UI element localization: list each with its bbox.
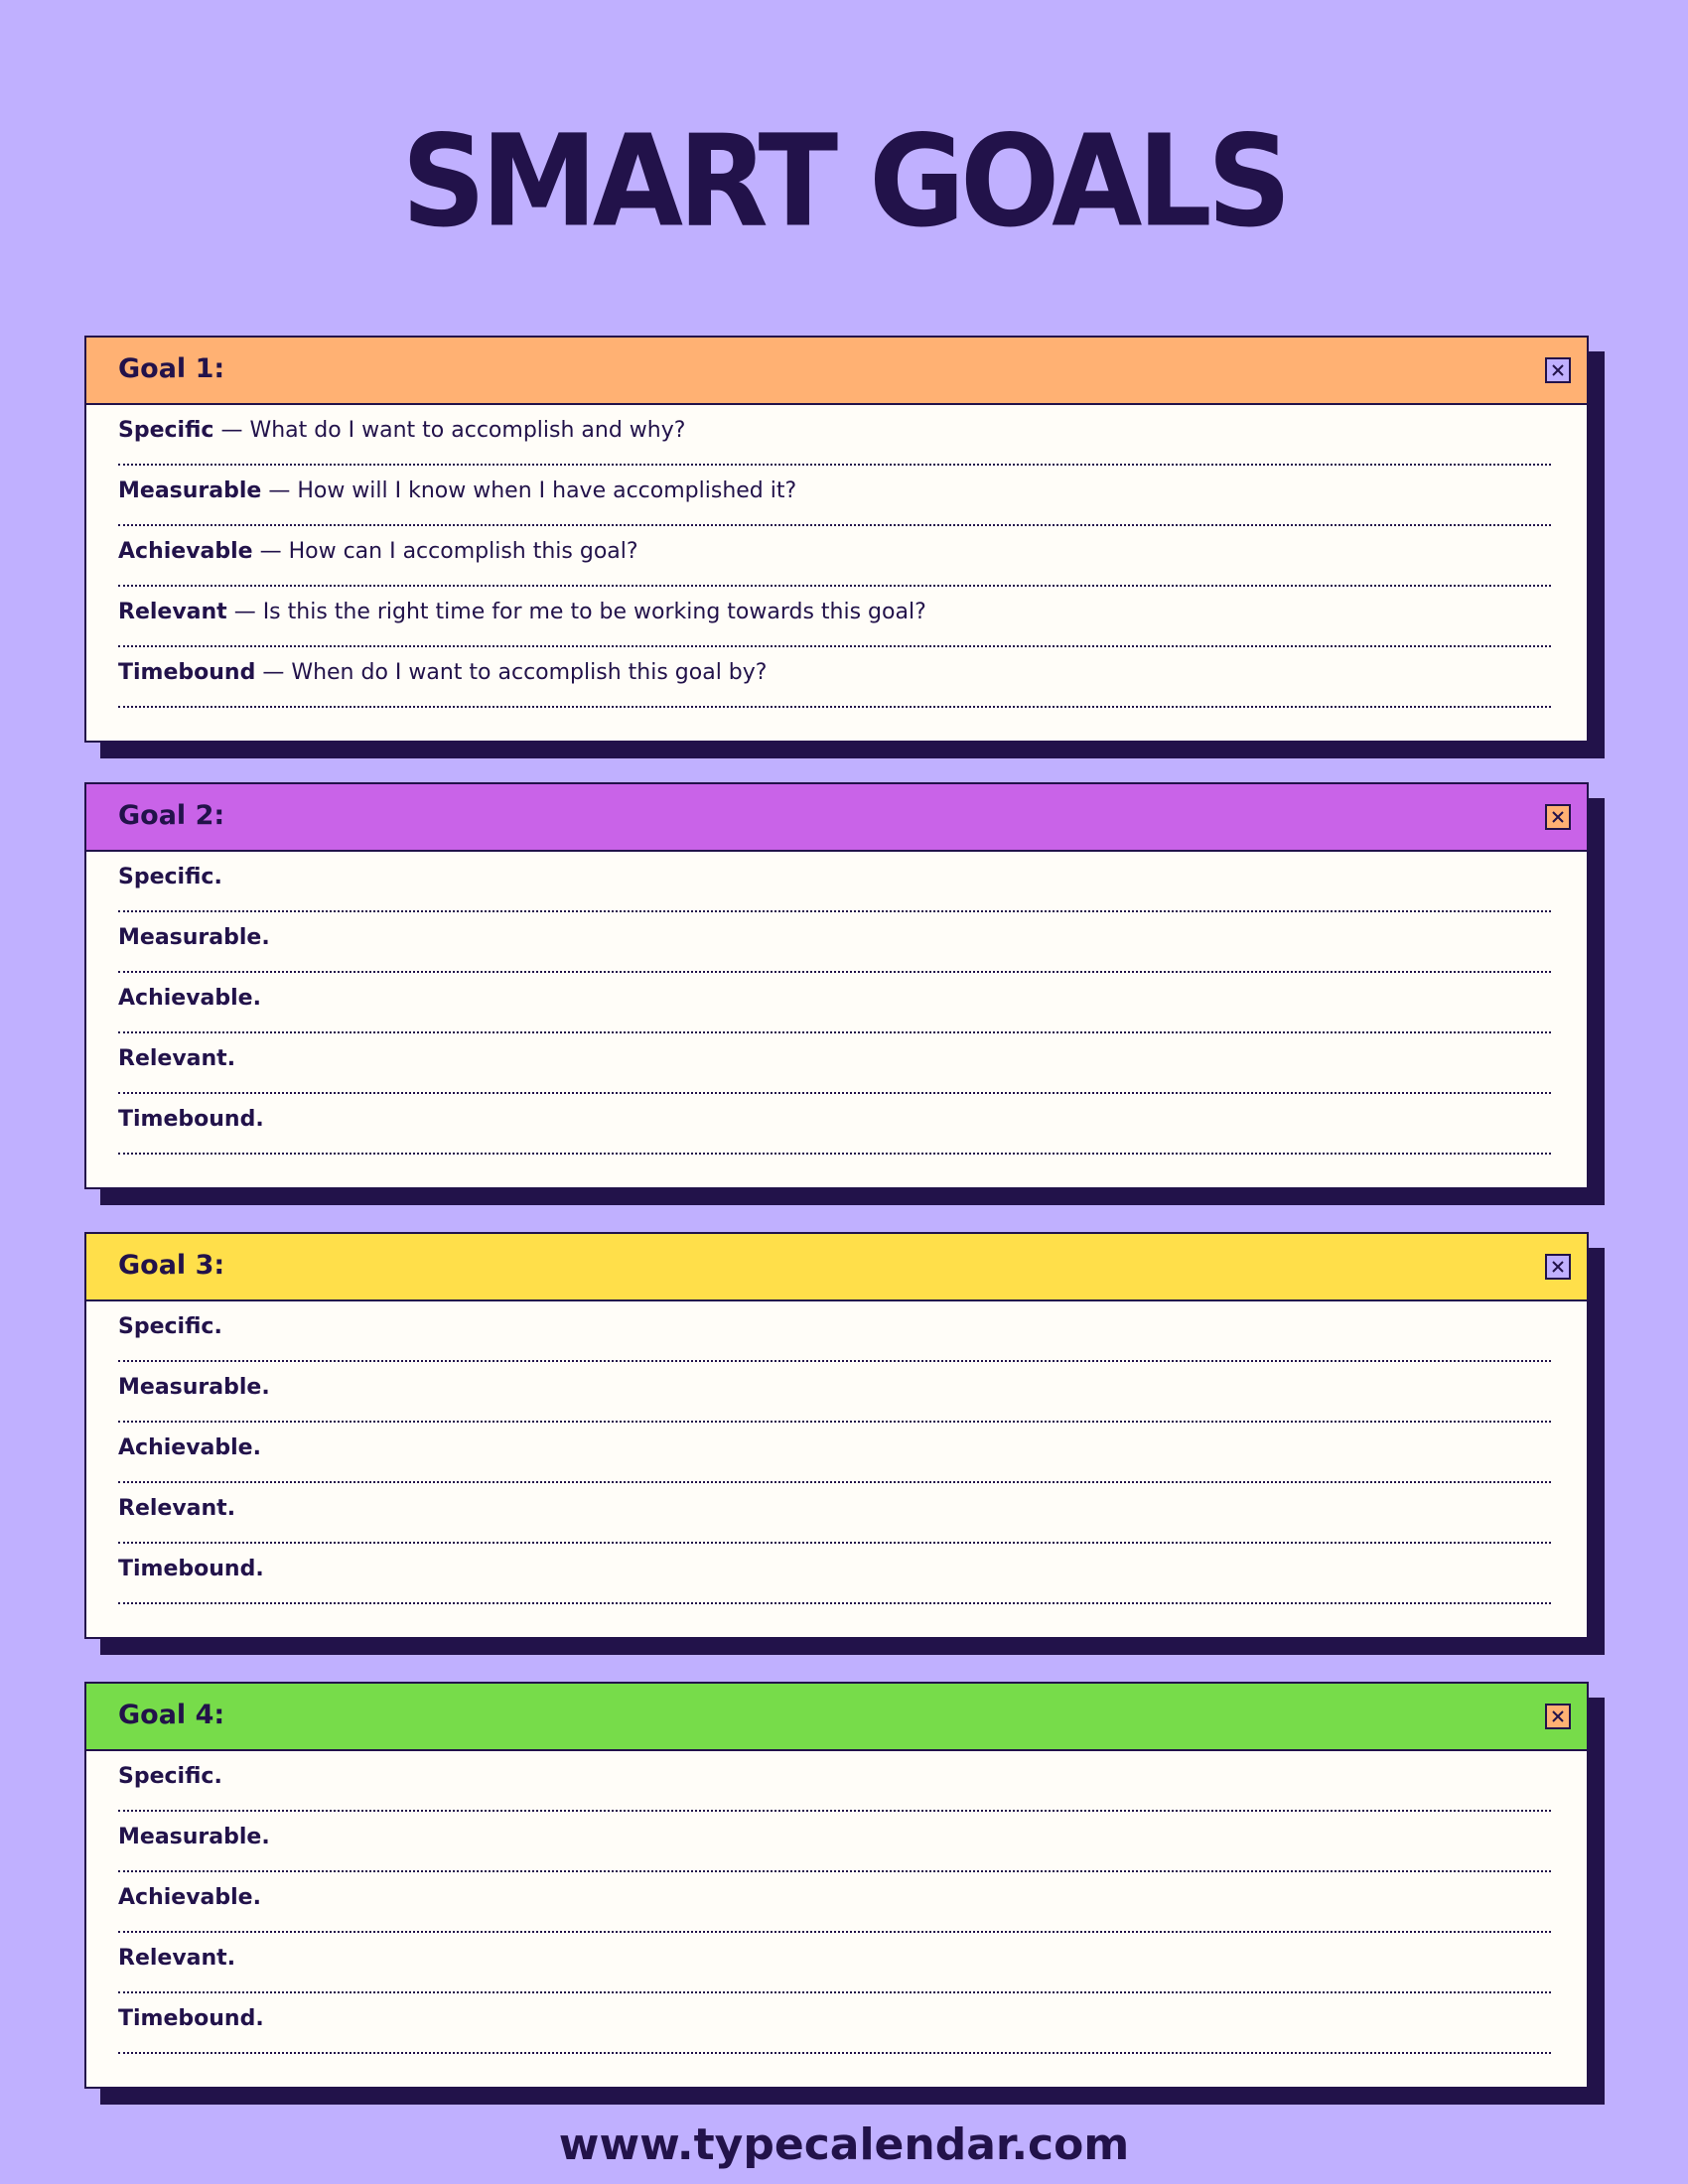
row-label: Relevant. bbox=[118, 1046, 236, 1071]
close-icon bbox=[1551, 810, 1565, 824]
row-label: Measurable. bbox=[118, 925, 270, 950]
goal-header bbox=[86, 338, 1587, 405]
goal-row-relevant[interactable] bbox=[118, 1035, 1551, 1094]
close-button[interactable] bbox=[1545, 804, 1571, 830]
row-label: Relevant. bbox=[118, 1946, 236, 1971]
goal-body bbox=[86, 854, 1587, 1155]
row-label: Timebound. bbox=[118, 1557, 264, 1581]
goal-row-achievable[interactable] bbox=[118, 1425, 1551, 1483]
close-icon bbox=[1551, 363, 1565, 377]
goal-row-timebound[interactable] bbox=[118, 1995, 1551, 2054]
goal-title: Goal 2: bbox=[118, 800, 225, 831]
row-prompt: — How will I know when I have accomplished it? bbox=[261, 478, 797, 503]
close-icon bbox=[1551, 1260, 1565, 1274]
row-label: Relevant. bbox=[118, 1496, 236, 1521]
goal-row-achievable[interactable] bbox=[118, 1874, 1551, 1933]
goal-row-relevant[interactable] bbox=[118, 1485, 1551, 1544]
goal-card-4 bbox=[84, 1682, 1589, 2089]
goal-row-timebound[interactable] bbox=[118, 1096, 1551, 1155]
goal-row-timebound[interactable] bbox=[118, 1546, 1551, 1604]
row-label: Specific. bbox=[118, 865, 222, 889]
row-label: Achievable bbox=[118, 539, 253, 564]
goal-row-measurable[interactable] bbox=[118, 1364, 1551, 1423]
goal-row-relevant[interactable] bbox=[118, 1935, 1551, 1993]
close-icon bbox=[1551, 1709, 1565, 1723]
row-label: Measurable. bbox=[118, 1375, 270, 1400]
row-prompt: — How can I accomplish this goal? bbox=[252, 539, 638, 564]
goal-row-measurable[interactable] bbox=[118, 1814, 1551, 1872]
goal-row-achievable[interactable] bbox=[118, 975, 1551, 1033]
page-title: SMART GOALS bbox=[401, 106, 1287, 255]
goal-row-measurable[interactable] bbox=[118, 914, 1551, 973]
goal-row-specific[interactable] bbox=[118, 1303, 1551, 1362]
row-label: Achievable. bbox=[118, 1885, 261, 1910]
goal-header bbox=[86, 1684, 1587, 1751]
goal-row-specific[interactable] bbox=[118, 1753, 1551, 1812]
goal-row-achievable[interactable] bbox=[118, 528, 1551, 587]
close-button[interactable] bbox=[1545, 1704, 1571, 1729]
goal-row-measurable[interactable] bbox=[118, 468, 1551, 526]
row-label: Achievable. bbox=[118, 986, 261, 1011]
goal-card-3 bbox=[84, 1232, 1589, 1639]
row-label: Measurable. bbox=[118, 1825, 270, 1849]
goal-row-timebound[interactable] bbox=[118, 649, 1551, 708]
row-prompt: — Is this the right time for me to be working towards this goal? bbox=[226, 600, 926, 624]
goal-card-2 bbox=[84, 782, 1589, 1189]
goal-row-relevant[interactable] bbox=[118, 589, 1551, 647]
goal-header bbox=[86, 784, 1587, 852]
row-label: Specific. bbox=[118, 1764, 222, 1789]
goal-header bbox=[86, 1234, 1587, 1301]
goal-body bbox=[86, 1753, 1587, 2054]
footer-url[interactable]: www.typecalendar.com bbox=[558, 2119, 1130, 2170]
row-label: Timebound. bbox=[118, 1107, 264, 1132]
row-label: Measurable bbox=[118, 478, 262, 503]
close-button[interactable] bbox=[1545, 357, 1571, 383]
row-prompt: — When do I want to accomplish this goal by? bbox=[255, 660, 768, 685]
row-label: Specific bbox=[118, 418, 214, 443]
goal-row-specific[interactable] bbox=[118, 854, 1551, 912]
row-label: Timebound bbox=[118, 660, 256, 685]
row-prompt: — What do I want to accomplish and why? bbox=[213, 418, 686, 443]
goal-body bbox=[86, 407, 1587, 708]
goal-card-1 bbox=[84, 336, 1589, 743]
goal-title: Goal 3: bbox=[118, 1250, 225, 1281]
goal-title: Goal 4: bbox=[118, 1700, 225, 1730]
row-label: Timebound. bbox=[118, 2006, 264, 2031]
row-label: Achievable. bbox=[118, 1435, 261, 1460]
goal-body bbox=[86, 1303, 1587, 1604]
goal-title: Goal 1: bbox=[118, 353, 225, 384]
goal-row-specific[interactable] bbox=[118, 407, 1551, 466]
close-button[interactable] bbox=[1545, 1254, 1571, 1280]
row-label: Relevant bbox=[118, 600, 227, 624]
row-label: Specific. bbox=[118, 1314, 222, 1339]
